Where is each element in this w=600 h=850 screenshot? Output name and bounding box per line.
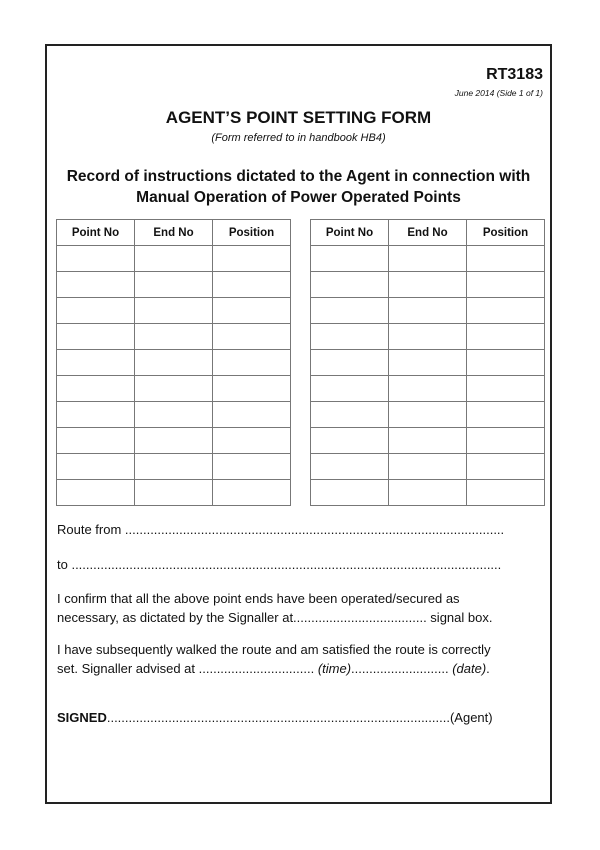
table-row <box>57 480 291 506</box>
table-cell[interactable] <box>213 402 291 428</box>
signed-line <box>57 708 547 727</box>
table-row <box>57 428 291 454</box>
table-cell[interactable] <box>389 454 467 480</box>
confirm-statement <box>57 589 547 627</box>
walked-statement <box>57 640 547 678</box>
table-row <box>311 246 545 272</box>
table-cell[interactable] <box>467 272 545 298</box>
table-cell[interactable] <box>57 324 135 350</box>
table-cell[interactable] <box>389 350 467 376</box>
table-cell[interactable] <box>57 272 135 298</box>
table-cell[interactable] <box>311 324 389 350</box>
table-cell[interactable] <box>213 246 291 272</box>
table-cell[interactable] <box>311 298 389 324</box>
table-cell[interactable] <box>135 298 213 324</box>
table-cell[interactable] <box>467 454 545 480</box>
table-cell[interactable] <box>467 324 545 350</box>
table-cell[interactable] <box>213 480 291 506</box>
table-cell[interactable] <box>135 376 213 402</box>
table-cell[interactable] <box>213 376 291 402</box>
table-cell[interactable] <box>213 454 291 480</box>
table-row <box>311 376 545 402</box>
record-heading-line1: Record of instructions dictated to the Agent in connection with <box>66 168 531 185</box>
table-cell[interactable] <box>57 298 135 324</box>
table-cell[interactable] <box>57 350 135 376</box>
table-cell[interactable] <box>135 454 213 480</box>
table-cell[interactable] <box>389 246 467 272</box>
signed-role: (Agent) <box>449 710 493 725</box>
confirm-line-2: necessary, as dictated by the Signaller at..................................... signal box. <box>57 610 493 625</box>
table-cell[interactable] <box>57 246 135 272</box>
table-cell[interactable] <box>213 428 291 454</box>
points-table-right <box>310 219 545 506</box>
table-cell[interactable] <box>311 428 389 454</box>
table-cell[interactable] <box>57 428 135 454</box>
col-point-no: Point No <box>57 220 135 246</box>
table-row <box>57 298 291 324</box>
table-row <box>311 272 545 298</box>
table-cell[interactable] <box>57 480 135 506</box>
form-subtitle: (Form referred to in handbook HB4) <box>211 132 386 144</box>
table-cell[interactable] <box>467 298 545 324</box>
table-cell[interactable] <box>467 428 545 454</box>
table-cell[interactable] <box>135 324 213 350</box>
table-row <box>57 272 291 298</box>
signed-dots: ............................................................................................... <box>106 710 450 725</box>
table-cell[interactable] <box>467 480 545 506</box>
table-cell[interactable] <box>135 480 213 506</box>
walked-line-2-end: . <box>486 661 490 676</box>
table-row <box>311 350 545 376</box>
form-code: RT3183 <box>486 66 543 83</box>
table-cell[interactable] <box>389 324 467 350</box>
table-cell[interactable] <box>213 272 291 298</box>
table-cell[interactable] <box>389 298 467 324</box>
table-cell[interactable] <box>57 402 135 428</box>
table-row <box>57 454 291 480</box>
table-row <box>57 324 291 350</box>
table-cell[interactable] <box>311 376 389 402</box>
table-cell[interactable] <box>389 402 467 428</box>
signed-label: SIGNED <box>57 710 107 725</box>
table-row <box>57 350 291 376</box>
table-cell[interactable] <box>57 376 135 402</box>
table-row <box>311 402 545 428</box>
table-cell[interactable] <box>311 272 389 298</box>
table-cell[interactable] <box>57 454 135 480</box>
table-cell[interactable] <box>311 350 389 376</box>
table-cell[interactable] <box>311 402 389 428</box>
form-frame <box>45 44 552 804</box>
points-table-left-body <box>57 246 291 506</box>
table-cell[interactable] <box>213 350 291 376</box>
walked-line-1: I have subsequently walked the route and am satisfied the route is correctly <box>57 642 491 657</box>
table-cell[interactable] <box>311 454 389 480</box>
date-label: (date) <box>452 661 487 676</box>
points-table-left <box>56 219 291 506</box>
form-date: June 2014 (Side 1 of 1) <box>454 88 543 98</box>
table-cell[interactable] <box>389 376 467 402</box>
table-cell[interactable] <box>467 246 545 272</box>
table-cell[interactable] <box>467 402 545 428</box>
col-point-no: Point No <box>311 220 389 246</box>
confirm-line-1: I confirm that all the above point ends have been operated/secured as <box>57 591 460 606</box>
table-row <box>311 428 545 454</box>
record-heading <box>47 166 550 208</box>
table-cell[interactable] <box>213 324 291 350</box>
table-cell[interactable] <box>389 480 467 506</box>
table-cell[interactable] <box>135 272 213 298</box>
table-row <box>311 480 545 506</box>
table-cell[interactable] <box>311 480 389 506</box>
table-row <box>311 324 545 350</box>
walked-line-2-text: set. Signaller advised at ................................ <box>57 661 318 676</box>
walked-line-2-dots: ........................... <box>351 661 453 676</box>
col-position: Position <box>213 220 291 246</box>
table-cell[interactable] <box>213 298 291 324</box>
table-cell[interactable] <box>135 402 213 428</box>
table-row <box>311 298 545 324</box>
table-row <box>57 376 291 402</box>
table-cell[interactable] <box>311 246 389 272</box>
time-label: (time) <box>317 661 352 676</box>
points-table-right-body <box>311 246 545 506</box>
walked-line-2 <box>57 659 547 678</box>
table-cell[interactable] <box>135 246 213 272</box>
table-cell[interactable] <box>389 428 467 454</box>
col-end-no: End No <box>389 220 467 246</box>
route-from-line: Route from ......................................................................................................... <box>57 522 505 537</box>
col-position: Position <box>467 220 545 246</box>
table-cell[interactable] <box>467 350 545 376</box>
record-heading-line2: Manual Operation of Power Operated Points <box>136 189 461 206</box>
form-title: AGENT’S POINT SETTING FORM <box>165 108 432 127</box>
table-row <box>311 454 545 480</box>
col-end-no: End No <box>135 220 213 246</box>
table-row <box>57 246 291 272</box>
table-cell[interactable] <box>389 272 467 298</box>
route-to-line: to ....................................................................................................................... <box>57 557 502 572</box>
table-cell[interactable] <box>135 350 213 376</box>
table-cell[interactable] <box>135 428 213 454</box>
table-row <box>57 402 291 428</box>
table-cell[interactable] <box>467 376 545 402</box>
